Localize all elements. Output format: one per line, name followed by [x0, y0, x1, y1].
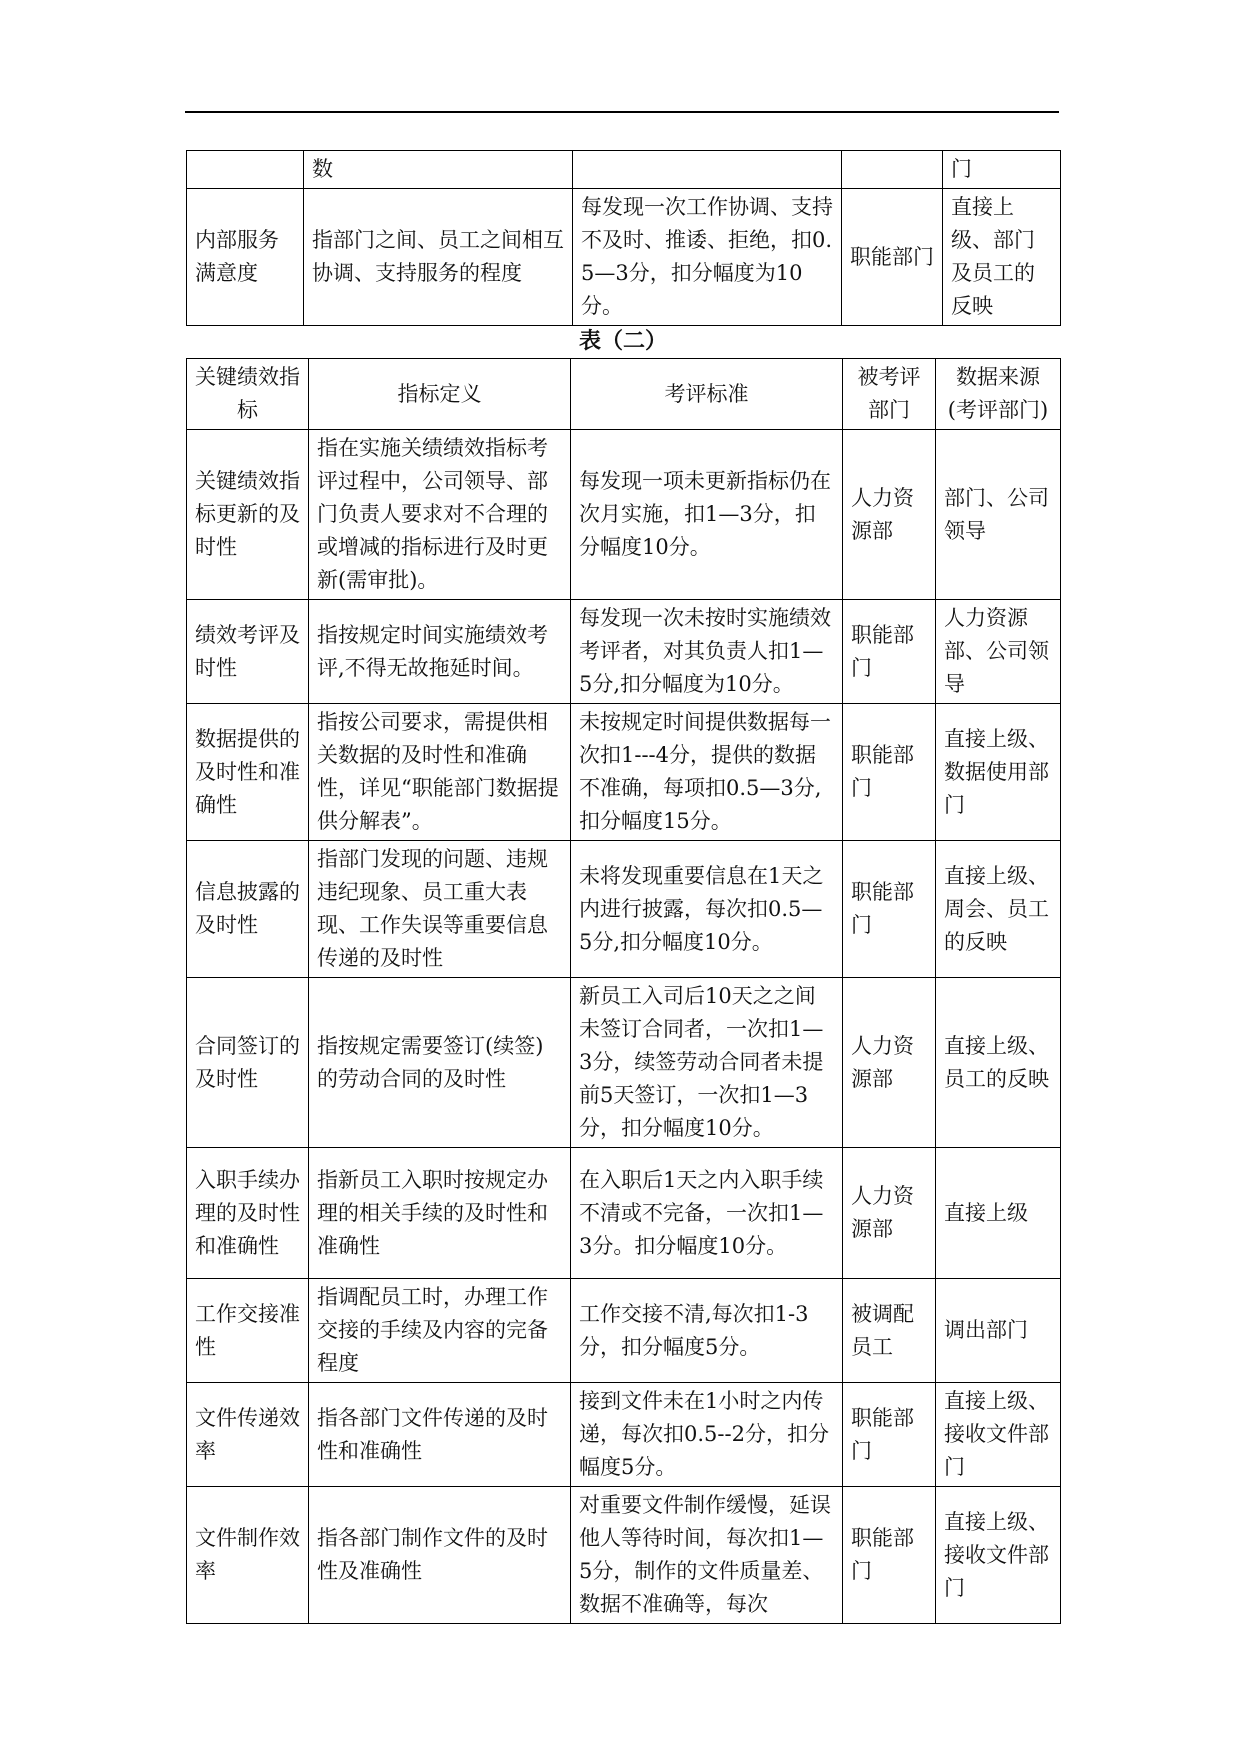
cell: 文件传递效率: [187, 1383, 309, 1487]
cell: 内部服务满意度: [187, 189, 304, 326]
cell: 指按公司要求，需提供相关数据的及时性和准确性，详见“职能部门数据提供分解表”。: [309, 704, 571, 841]
table-continued: [186, 150, 1061, 326]
cell: 直接上级: [936, 1148, 1061, 1279]
table-caption: 表（二）: [578, 328, 667, 354]
table-row: [187, 430, 1061, 600]
cell: 入职手续办理的及时性和准确性: [187, 1148, 309, 1279]
cell: 直接上级、部门及员工的反映: [943, 189, 1061, 326]
cell: 信息披露的及时性: [187, 841, 309, 978]
cell: 未按规定时间提供数据每一次扣1---4分，提供的数据不准确，每项扣0.5—3分,扣分幅度15分。: [571, 704, 843, 841]
cell: 对重要文件制作缓慢，延误他人等待时间，每次扣1—5分，制作的文件质量差、数据不准确等，每次: [571, 1487, 843, 1624]
table-row: [187, 1279, 1061, 1383]
cell: 直接上级、数据使用部门: [936, 704, 1061, 841]
table-row: [187, 1487, 1061, 1624]
cell: 指部门之间、员工之间相互协调、支持服务的程度: [304, 189, 573, 326]
table-row: [187, 151, 1061, 189]
column-header: 被考评部门: [843, 359, 936, 430]
cell: 在入职后1天之内入职手续不清或不完备，一次扣1—3分。扣分幅度10分。: [571, 1148, 843, 1279]
cell: 被调配员工: [843, 1279, 936, 1383]
column-header: 数据来源(考评部门): [936, 359, 1061, 430]
cell: 指按规定时间实施绩效考评,不得无故拖延时间。: [309, 600, 571, 704]
cell: 指调配员工时，办理工作交接的手续及内容的完备程度: [309, 1279, 571, 1383]
cell: 指各部门制作文件的及时性及准确性: [309, 1487, 571, 1624]
cell: 指各部门文件传递的及时性和准确性: [309, 1383, 571, 1487]
table-row: [187, 1148, 1061, 1279]
column-header: 指标定义: [309, 359, 571, 430]
cell: 合同签订的及时性: [187, 978, 309, 1148]
cell: 职能部门: [843, 1487, 936, 1624]
cell: 接到文件未在1小时之内传递，每次扣0.5--2分，扣分幅度5分。: [571, 1383, 843, 1487]
cell: 职能部门: [842, 189, 943, 326]
table-row: [187, 1383, 1061, 1487]
cell: 调出部门: [936, 1279, 1061, 1383]
cell: 职能部门: [843, 1383, 936, 1487]
cell: [842, 151, 943, 189]
cell: 指在实施关绩绩效指标考评过程中，公司领导、部门负责人要求对不合理的或增减的指标进行及时更新(需审批)。: [309, 430, 571, 600]
cell: 绩效考评及时性: [187, 600, 309, 704]
cell: 人力资源部: [843, 1148, 936, 1279]
cell: 门: [943, 151, 1061, 189]
table-row: [187, 841, 1061, 978]
cell: [573, 151, 842, 189]
cell: 职能部门: [843, 600, 936, 704]
cell: 人力资源部: [843, 978, 936, 1148]
table-row: [187, 600, 1061, 704]
header-rule: [185, 111, 1059, 113]
cell: 指新员工入职时按规定办理的相关手续的及时性和准确性: [309, 1148, 571, 1279]
cell: 人力资源部、公司领导: [936, 600, 1061, 704]
cell: 直接上级、周会、员工的反映: [936, 841, 1061, 978]
cell: 部门、公司领导: [936, 430, 1061, 600]
cell: 直接上级、接收文件部门: [936, 1487, 1061, 1624]
cell: 未将发现重要信息在1天之内进行披露，每次扣0.5—5分,扣分幅度10分。: [571, 841, 843, 978]
cell: 新员工入司后10天之之间未签订合同者，一次扣1—3分，续签劳动合同者未提前5天签订，一次扣1—3分，扣分幅度10分。: [571, 978, 843, 1148]
cell: 数: [304, 151, 573, 189]
cell: 人力资源部: [843, 430, 936, 600]
table-row: [187, 704, 1061, 841]
column-header: 关键绩效指标: [187, 359, 309, 430]
cell: 工作交接准性: [187, 1279, 309, 1383]
kpi-table: [186, 358, 1061, 1624]
cell: 直接上级、接收文件部门: [936, 1383, 1061, 1487]
cell: 关键绩效指标更新的及时性: [187, 430, 309, 600]
table-row: [187, 189, 1061, 326]
table-row: [187, 978, 1061, 1148]
cell: 职能部门: [843, 841, 936, 978]
cell: 工作交接不清,每次扣1-3分，扣分幅度5分。: [571, 1279, 843, 1383]
table-header-row: [187, 359, 1061, 430]
cell: [187, 151, 304, 189]
cell: 每发现一次工作协调、支持不及时、推诿、拒绝，扣0.5—3分，扣分幅度为10分。: [573, 189, 842, 326]
cell: 每发现一次未按时实施绩效考评者，对其负责人扣1—5分,扣分幅度为10分。: [571, 600, 843, 704]
cell: 直接上级、员工的反映: [936, 978, 1061, 1148]
cell: 指部门发现的问题、违规违纪现象、员工重大表现、工作失误等重要信息传递的及时性: [309, 841, 571, 978]
cell: 文件制作效率: [187, 1487, 309, 1624]
cell: 指按规定需要签订(续签)的劳动合同的及时性: [309, 978, 571, 1148]
cell: 数据提供的及时性和准确性: [187, 704, 309, 841]
cell: 职能部门: [843, 704, 936, 841]
column-header: 考评标准: [571, 359, 843, 430]
cell: 每发现一项未更新指标仍在次月实施，扣1—3分，扣分幅度10分。: [571, 430, 843, 600]
